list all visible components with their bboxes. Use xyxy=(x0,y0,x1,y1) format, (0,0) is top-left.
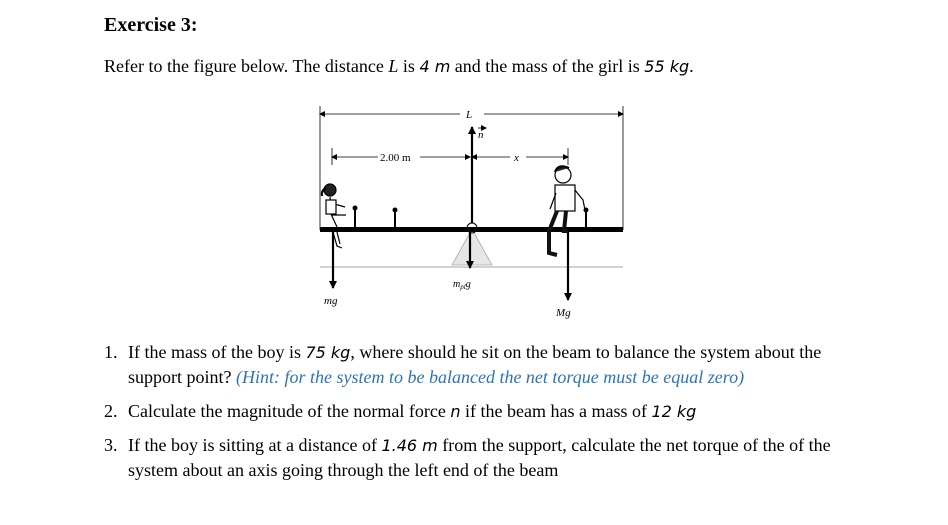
beam-weight-m: m xyxy=(453,279,461,290)
distance-label: 2.00 m xyxy=(380,152,411,164)
question-2 xyxy=(104,399,874,424)
question-3-part-1: If the boy is sitting at a distance of xyxy=(128,435,382,455)
question-list xyxy=(104,340,874,492)
question-1-value: 75 kg xyxy=(305,343,351,362)
boy-weight-g: g xyxy=(565,307,571,319)
beam-weight-subscript: pl xyxy=(460,283,466,291)
question-1-part-1: If the mass of the boy is xyxy=(128,342,306,362)
boy-weight-M: M xyxy=(556,307,566,319)
x-label: x xyxy=(514,152,519,164)
center-handle xyxy=(393,208,398,228)
beam xyxy=(320,227,623,232)
question-2-part-1: Calculate the magnitude of the normal force xyxy=(128,401,451,421)
intro-symbol-L: L xyxy=(388,56,399,76)
intro-part-2: is xyxy=(398,56,420,76)
beam-weight-g: g xyxy=(465,279,471,290)
exercise-title: Exercise 3: xyxy=(104,14,198,36)
question-2-symbol: n xyxy=(450,402,461,421)
question-3 xyxy=(104,433,874,483)
fulcrum-support xyxy=(452,229,492,265)
question-1 xyxy=(104,340,874,390)
intro-L-value: 4 m xyxy=(419,57,451,76)
L-label: L xyxy=(466,109,473,121)
girl-seat-handle xyxy=(353,206,358,228)
question-3-index: 3. xyxy=(104,435,118,455)
normal-force-label: n xyxy=(478,129,484,141)
question-1-part-2: , where should he sit on the beam to balance the system about the support point? xyxy=(128,342,822,387)
question-1-index: 1. xyxy=(104,342,118,362)
question-3-part-2: from the support, calculate the net torque of the of the system about an axis going through the left end of the beam xyxy=(128,435,831,480)
boy-seat-handle xyxy=(584,208,589,228)
intro-mass-value: 55 kg xyxy=(644,57,690,76)
girl-weight-label xyxy=(324,295,338,307)
question-2-part-2: if the beam has a mass of xyxy=(460,401,652,421)
question-2-index: 2. xyxy=(104,401,118,421)
girl-weight-g: g xyxy=(331,295,338,307)
question-1-hint: (Hint: for the system to be balanced the net torque must be equal zero) xyxy=(236,367,745,387)
boy-weight-label xyxy=(555,307,571,319)
intro-part-4: . xyxy=(689,56,694,76)
question-3-value: 1.46 m xyxy=(381,436,438,455)
question-2-value: 12 kg xyxy=(651,402,697,421)
intro-part-1: Refer to the figure below. The distance xyxy=(104,56,389,76)
intro-part-3: and the mass of the girl is xyxy=(450,56,645,76)
girl-weight-m: m xyxy=(324,295,332,307)
beam-weight-label xyxy=(453,279,471,291)
